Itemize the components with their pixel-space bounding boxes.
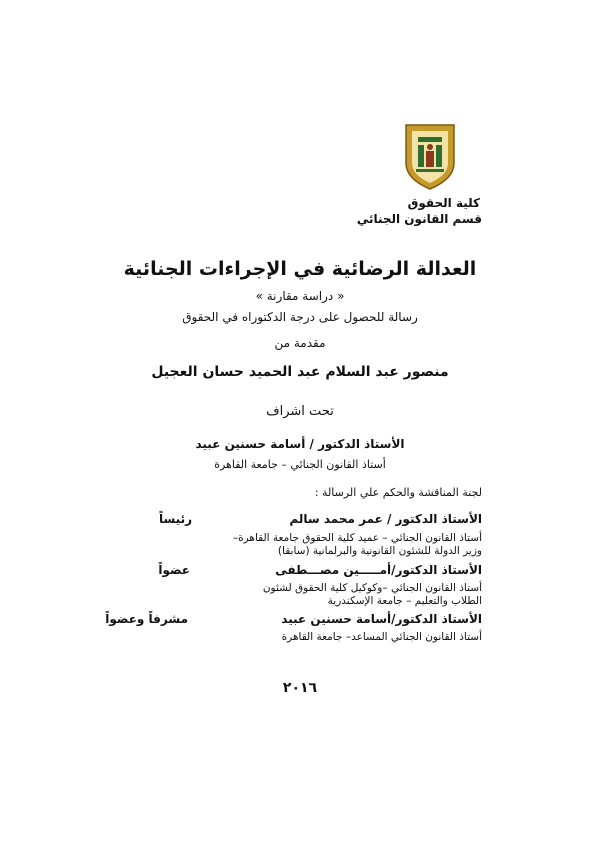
committee-heading: لجنة المناقشة والحكم علي الرسالة : (314, 486, 482, 499)
supervision-heading: تحت اشراف (266, 404, 334, 419)
committee-member-desc: الطلاب والتعليم – جامعة الإسكندرية (327, 595, 482, 607)
cairo-university-emblem-icon (404, 123, 456, 191)
committee-member-role: عضواً (158, 563, 190, 577)
faculty-name: كلية الحقوق (407, 196, 480, 210)
committee-member-name: الأستاذ الدكتور / عمر محمد سالم (289, 512, 482, 526)
committee-member-desc: أستاذ القانون الجنائي – عميد كلية الحقوق جامعة القاهرة– (232, 532, 482, 544)
committee-member-desc: وزير الدولة للشئون القانونية والبرلمانية (سابقا) (277, 545, 482, 557)
committee-member-desc: أستاذ القانون الجنائي المساعد– جامعة القاهرة (281, 631, 482, 643)
committee-member-desc: أستاذ القانون الجنائي –وكوكيل كلية الحقوق لشئون (262, 582, 482, 594)
study-type: « دراسة مقارنة » (255, 289, 345, 303)
committee-member-name: الأستاذ الدكتور/أسامة حسنين عبيد (281, 612, 482, 626)
committee-member-name: الأستاذ الدكتور/أمـــــين مصـــطفى (275, 563, 482, 577)
department-name: قسم القانون الجنائي (356, 212, 482, 226)
supervisor-name: الأستاذ الدكتور / أسامة حسنين عبيد (195, 437, 405, 451)
university-logo (404, 123, 456, 191)
degree-statement: رسالة للحصول على درجة الدكتوراه في الحقوق (182, 310, 418, 324)
supervisor-role: أستاذ القانون الجنائي – جامعة القاهرة (214, 458, 386, 471)
thesis-title: العدالة الرضائية في الإجراءات الجنائية (123, 258, 477, 280)
year: ٢٠١٦ (282, 680, 318, 696)
committee-member-role: رئيساً (158, 512, 192, 526)
committee-member-role: مشرفاً وعضواً (105, 612, 188, 626)
presented-by: مقدمة من (274, 336, 326, 350)
author-name: منصور عبد السلام عبد الحميد حسان العجيل (151, 364, 449, 380)
